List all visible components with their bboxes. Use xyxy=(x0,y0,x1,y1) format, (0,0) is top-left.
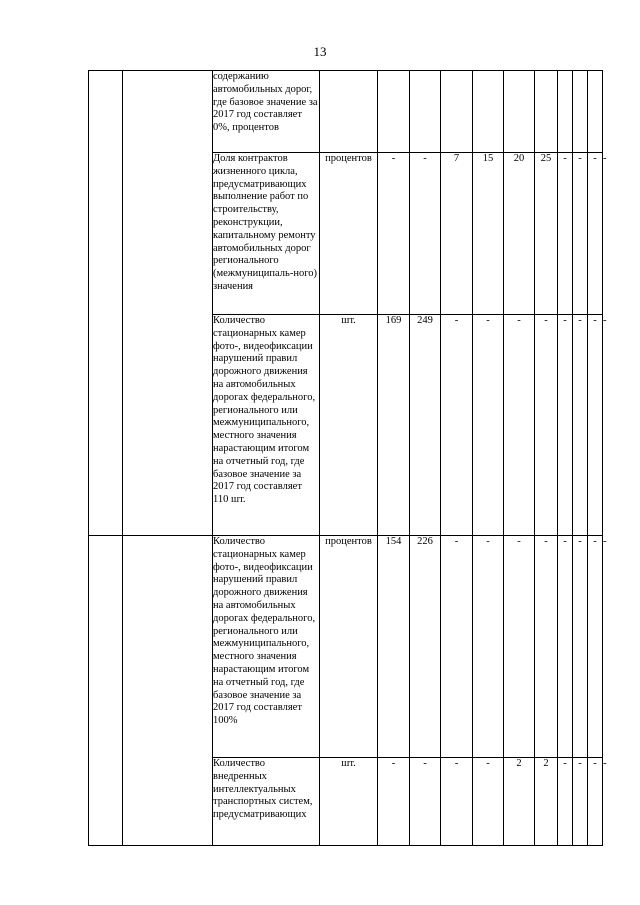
value-cell: - xyxy=(441,758,473,846)
value-cell xyxy=(573,71,588,153)
table-row xyxy=(89,71,603,153)
table-row: Количество стационарных камер фото-, видеофиксации нарушений правил дорожного движения на автомобильных дорогах федерального, регионального или межмуниципального, местного значения нарастающим итогом на отчетный год, где базовое значение за 2017 год составляет 100% процентов 154 226 - - - - - - - - xyxy=(89,536,603,758)
value-cell: 25 xyxy=(535,153,558,315)
value-cell: - xyxy=(588,315,603,536)
value-cell xyxy=(378,71,410,153)
value-cell xyxy=(441,71,473,153)
value-cell: - xyxy=(410,758,441,846)
value-cell: - xyxy=(473,536,504,758)
value-cell: 154 xyxy=(378,536,410,758)
value-cell xyxy=(558,71,573,153)
unit-cell: шт. xyxy=(320,315,378,536)
value-cell: - xyxy=(558,758,573,846)
value-cell: - xyxy=(441,315,473,536)
indicator-table xyxy=(88,70,607,846)
unit-cell: процентов xyxy=(320,536,378,758)
indicator-cell: Количество стационарных камер фото-, видеофиксации нарушений правил дорожного движения на автомобильных дорогах федерального, регионального или межмуниципального, местного значения нарастающим итогом на отчетный год, где базовое значение за 2017 год составляет 100% xyxy=(213,536,320,758)
table-row: Количество стационарных камер фото-, видеофиксации нарушений правил дорожного движения на автомобильных дорогах федерального, регионального или межмуниципального, местного значения нарастающим итогом на отчетный год, где базовое значение за 2017 год составляет 110 шт. шт. 169 249 - - - - - - - - xyxy=(89,315,603,536)
project-name-cell xyxy=(123,536,213,846)
value-cell xyxy=(473,71,504,153)
indicator-cell: Доля контрактов жизненного цикла, предусматривающих выполнение работ по строительству, реконструкции, капитальному ремонту автомобильных дорог регионального (межмуниципаль-ного) значения xyxy=(213,153,320,315)
value-cell xyxy=(535,71,558,153)
value-cell: - xyxy=(558,153,573,315)
value-cell: - xyxy=(535,315,558,536)
project-name-cell xyxy=(123,71,213,536)
table-row: Количество внедренных интеллектуальных транспортных систем, предусматривающих шт. - - - - 2 2 - - - - xyxy=(89,758,603,846)
value-cell: 7 xyxy=(441,153,473,315)
value-cell xyxy=(504,71,535,153)
value-cell xyxy=(410,71,441,153)
value-cell: - xyxy=(473,758,504,846)
value-cell: 2 xyxy=(504,758,535,846)
number-cell xyxy=(89,536,123,846)
value-cell: - xyxy=(588,758,603,846)
value-cell: 249 xyxy=(410,315,441,536)
value-cell: - xyxy=(573,536,588,758)
indicator-cell: содержанию автомобильных дорог, где базовое значение за 2017 год составляет 0%, процентов xyxy=(213,71,320,153)
value-cell: - xyxy=(473,315,504,536)
value-cell: - xyxy=(573,315,588,536)
value-cell: 15 xyxy=(473,153,504,315)
unit-cell xyxy=(320,71,378,153)
value-cell: - xyxy=(441,536,473,758)
value-cell: - xyxy=(558,536,573,758)
value-cell: - xyxy=(573,153,588,315)
unit-cell: процентов xyxy=(320,153,378,315)
value-cell: - xyxy=(588,153,603,315)
unit-cell: шт. xyxy=(320,758,378,846)
value-cell: - xyxy=(378,758,410,846)
value-cell: - xyxy=(573,758,588,846)
value-cell: - xyxy=(535,536,558,758)
value-cell: 169 xyxy=(378,315,410,536)
value-cell: - xyxy=(588,536,603,758)
indicator-cell: Количество стационарных камер фото-, видеофиксации нарушений правил дорожного движения на автомобильных дорогах федерального, регионального или межмуниципального, местного значения нарастающим итогом на отчетный год, где базовое значение за 2017 год составляет 110 шт. xyxy=(213,315,320,536)
table-row: Доля контрактов жизненного цикла, предусматривающих выполнение работ по строительству, реконструкции, капитальному ремонту автомобильных дорог регионального (межмуниципаль-ного) значения процентов - - 7 15 20 25 - - - - xyxy=(89,153,603,315)
number-cell xyxy=(89,71,123,536)
value-cell: 226 xyxy=(410,536,441,758)
value-cell: - xyxy=(504,536,535,758)
value-cell xyxy=(588,71,603,153)
indicator-cell: Количество внедренных интеллектуальных транспортных систем, предусматривающих xyxy=(213,758,320,846)
value-cell: - xyxy=(504,315,535,536)
value-cell: - xyxy=(378,153,410,315)
value-cell: 20 xyxy=(504,153,535,315)
value-cell: - xyxy=(558,315,573,536)
value-cell: 2 xyxy=(535,758,558,846)
value-cell: - xyxy=(410,153,441,315)
page-number: 13 xyxy=(313,44,327,59)
